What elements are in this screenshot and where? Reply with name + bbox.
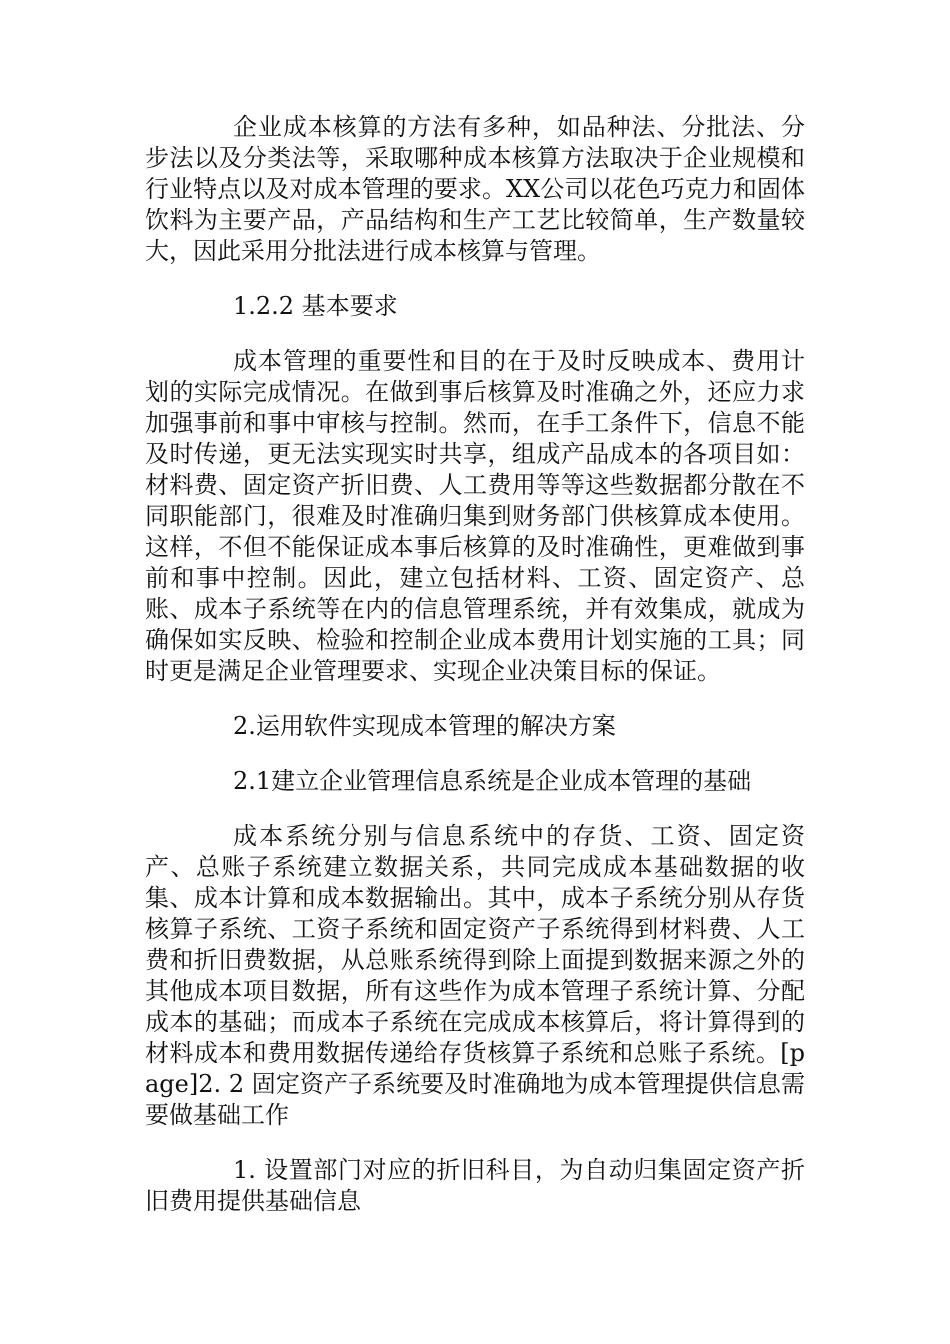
paragraph-cost-system-data-relations: 成本系统分别与信息系统中的存货、工资、固定资产、总账子系统建立数据关系，共同完成成本基础数据的收集、成本计算和成本数据输出。其中，成本子系统分别从存货核算子系统、工资子系统和固定资产子系统得到材料费、人工费和折旧费数据，从总账系统得到除上面提到数据来源之外的其他成本项目数据，所有这些作为成本管理子系统计算、分配成本的基础；而成本子系统在完成成本核算后，将计算得到的材料成本和费用数据传递给存货核算子系统和总账子系统。[page]2. 2 固定资产子系统要及时准确地为成本管理提供信息需要做基础工作 bbox=[145, 822, 805, 1129]
document-body bbox=[145, 112, 805, 1241]
section-heading-basic-requirements: 1.2.2 基本要求 bbox=[233, 292, 398, 320]
section-heading-mis-foundation: 2.1建立企业管理信息系统是企业成本管理的基础 bbox=[233, 767, 752, 795]
paragraph-cost-management-importance: 成本管理的重要性和目的在于及时反映成本、费用计划的实际完成情况。在做到事后核算及时准确之外，还应力求加强事前和事中审核与控制。然而，在手工条件下，信息不能及时传递，更无法实现实时共享，组成产品成本的各项目如：材料费、固定资产折旧费、人工费用等等这些数据都分散在不同职能部门，很难及时准确归集到财务部门供核算成本使用。这样，不但不能保证成本事后核算的及时准确性，更难做到事前和事中控制。因此，建立包括材料、工资、固定资产、总账、成本子系统等在内的信息管理系统，并有效集成，就成为确保如实反映、检验和控制企业成本费用计划实施的工具；同时更是满足企业管理要求、实现企业决策目标的保证。 bbox=[145, 347, 805, 685]
paragraph-cost-accounting-methods: 企业成本核算的方法有多种，如品种法、分批法、分步法以及分类法等，采取哪种成本核算方法取决于企业规模和行业特点以及对成本管理的要求。XX公司以花色巧克力和固体饮料为主要产品，产品结构和生产工艺比较简单，生产数量较大，因此采用分批法进行成本核算与管理。 bbox=[145, 113, 805, 265]
section-heading-software-solution: 2.运用软件实现成本管理的解决方案 bbox=[233, 712, 616, 740]
paragraph-depreciation-accounts: 1. 设置部门对应的折旧科目，为自动归集固定资产折旧费用提供基础信息 bbox=[145, 1156, 805, 1215]
